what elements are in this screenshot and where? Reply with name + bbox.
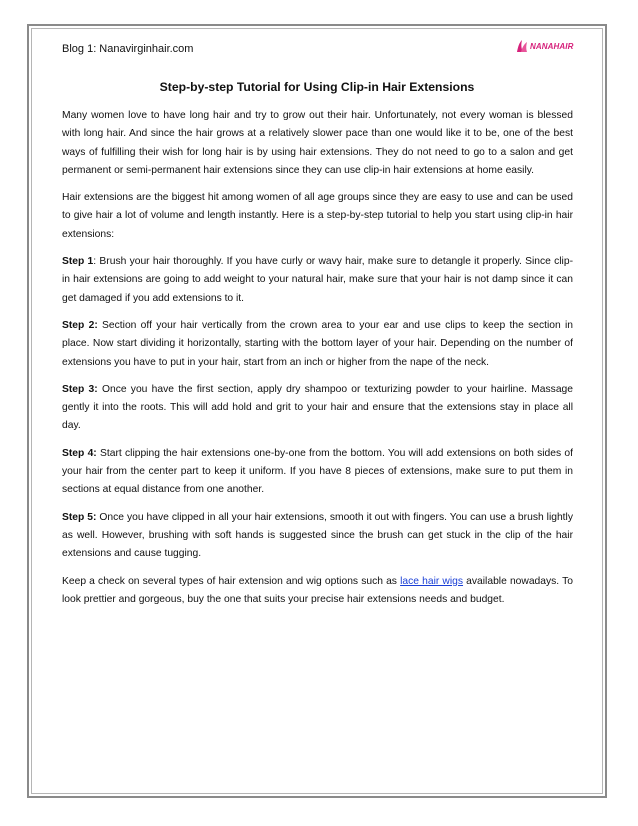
step-text: Once you have clipped in all your hair extensions, smooth it out with fingers. You can use a brush lightly as well. However, brushing with soft hands is suggested since the brush can get stuck in the clip of the hair extensions and cause tugging. (62, 511, 573, 560)
document-body (62, 107, 573, 618)
step-text: Brush your hair thoroughly. If you have curly or wavy hair, make sure to detangle it properly. Since clip-in hair extensions are going to add weight to your natural hair, make sure that your hair is not damp since it can get damaged if you add extensions to it. (62, 256, 573, 304)
step-label: Step 2: (62, 319, 98, 331)
document-title: Step-by-step Tutorial for Using Clip-in Hair Extensions (159, 80, 475, 94)
step-label: Step 1 (62, 256, 94, 268)
step-label-separator: : (93, 256, 97, 268)
closing-paragraph (62, 573, 573, 610)
step-label: Step 5: (62, 511, 97, 523)
step-paragraph (62, 381, 573, 436)
intro-paragraph-1: Many women love to have long hair and try to grow out their hair. Unfortunately, not every woman is blessed with long hair. And since the hair grows at a relatively slower pace than one would like it to be, one of the best ways of fulfilling their wish for long hair is by using hair extensions. They do not need to go to a salon and get permanent or semi-permanent hair extensions since they can use clip-in hair extensions at home easily. (62, 110, 573, 176)
step-paragraph (62, 509, 573, 564)
step-paragraph (62, 317, 573, 372)
closing-text-after: available nowadays. To look prettier and gorgeous, buy the one that suits your precise hair extensions needs and budget. (62, 575, 573, 605)
step-text: Section off your hair vertically from the crown area to your ear and use clips to keep the section in place. Now start dividing it horizontally, starting with the bottom layer of your hair. Depending on the number of extensions you have to put in your hair, start from an inch or higher from the nape of the neck. (62, 319, 573, 368)
closing-text-before: Keep a check on several types of hair extension and wig options such as (62, 575, 401, 587)
step-paragraph (62, 253, 573, 308)
step-text: Start clipping the hair extensions one-by-one from the bottom. You will add extensions on both sides of your hair from the center part to keep it uniform. If you have 8 pieces of extensions, make sure to put them in sections at equal distance from one another. (62, 447, 573, 496)
blog-header-label: Blog 1: Nanavirginhair.com (62, 43, 194, 55)
step-paragraph (62, 445, 573, 500)
step-text: Once you have the first section, apply dry shampoo or texturizing powder to your hairline. Massage gently it into the roots. This will add hold and grit to your hair and ensure that the extensions stay in place all day. (62, 383, 573, 432)
lace-hair-wigs-link[interactable]: lace hair wigs (400, 575, 464, 587)
logo-figure-icon (515, 39, 529, 53)
nanahair-logo (515, 38, 574, 54)
step-label: Step 3: (62, 383, 98, 395)
intro-paragraph-2: Hair extensions are the biggest hit among women of all age groups since they are easy to use and can be used to give hair a lot of volume and length instantly. Here is a step-by-step tutorial to help you start using clip-in hair extensions: (62, 192, 573, 240)
step-label: Step 4: (62, 447, 97, 459)
logo-wordmark: NANAHAIR (530, 41, 574, 51)
